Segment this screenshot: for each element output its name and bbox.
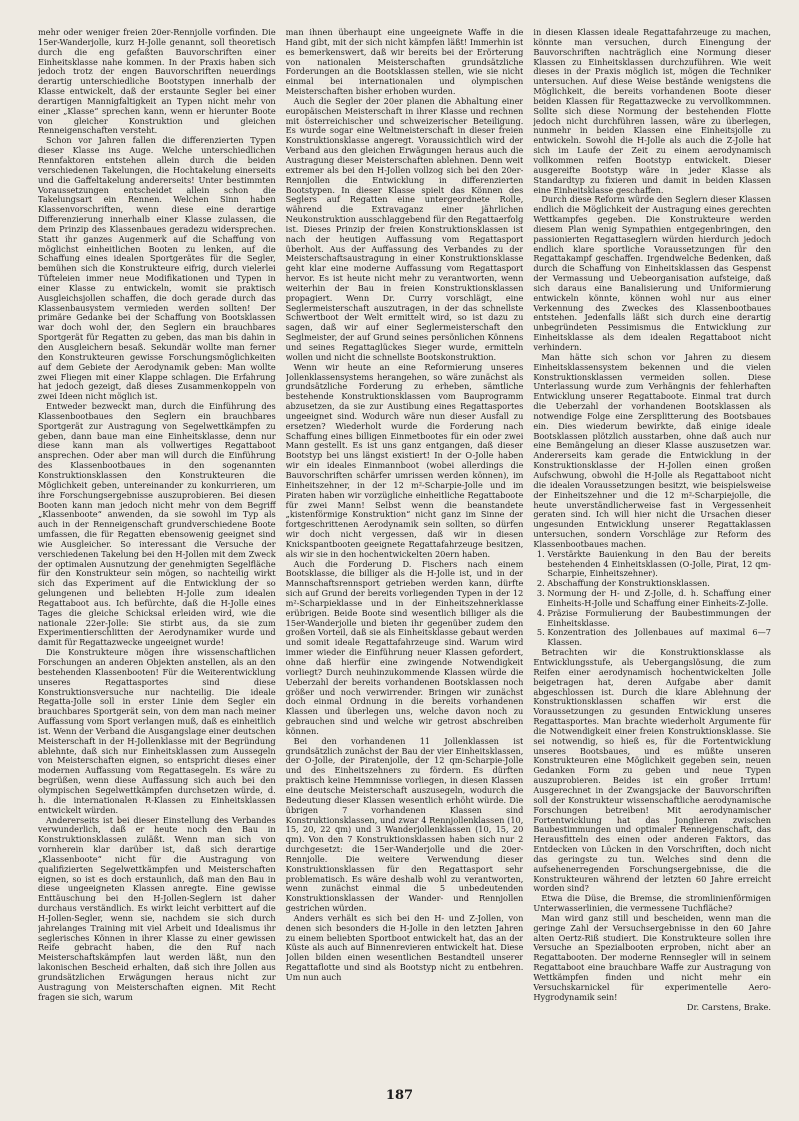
paragraph: Anders verhält es sich bei den H- und Z-Jollen, von denen sich besonders die H-Jolle in den letzten Jahren zu einem beliebten Sportboot entwickelt hat, das an der Küste als auch auf Binnenrevieren entwickelt hat. Diese Jollen bilden einen wesentlichen Bestandteil unserer Regattaflotte und sind als Bootstyp nicht zu entbehren. Um nun auch (285, 912, 524, 982)
paragraph: Die Konstrukteure mögen ihre wissenschaftlichen Forschungen an anderen Objekten anstellen, als an den bestehenden Klassenbooten! Für die Weiterentwicklung unseres Regattasportes sind diese Konstruktionsversuche nur nachteilig. Die ideale Regatta-Jolle soll in erster Linie dem Segler ein brauchbares Sportgerät sein, von dem man nach meiner Auffassung vom Sport verlangen muß, daß es einheitlich ist. Wenn der Verband die Ausgangslage einer deutschen Meisterschaft in der H-Jollenklasse mit der Begründung ablehnte, daß sich nur Einheitsklassen zum Aussegeln von Meisterschaften eignen, so entspricht dieses einer modernen Auffassung vom Regattasegeln. Es wäre zu begrüßen, wenn diese Auffassung sich auch bei den olympischen Segelwettkämpfen durchsetzen würde, d. h. die internationalen R-Klassen zu Einheitsklassen entwickelt würden. (38, 647, 276, 815)
paragraph: Man wird ganz still und bescheiden, wenn man die geringe Zahl der Versuchsergebnisse in den 60 Jahre alten Oertz-Riß studiert. Die Konstrukteure sollen ihre Versuche an Spezialbooten erproben, nicht aber an Regattabooten. Der moderne Rennsegler will in seinem Regattaboot eine brauchbare Waffe zur Austragung von Wettkämpfen finden und nicht mehr ein Versuchskarnickel für experimentelle Aero-Hygrodynamik sein! (533, 912, 772, 1002)
paragraph: Man hätte sich schon vor Jahren zu diesem Einheitsklassensystem bekennen und die vielen Konstruktionsklassen vermeiden sollen. Diese Unterlassung wurde zum Verhängnis der fehlerhaften Entwicklung unserer Regattaboote. Einmal trat durch die Ueberzahl der vorhandenen Bootsklassen als notwendige Folge eine Zersplitterung des Bootsbaues ein. Dies wiederum bewirkte, daß einige ideale Bootsklassen plötzlich ausstarben, ohne daß auch nur eine Bemängelung an dieser Klasse auszusetzen war. Andererseits kam gerade die Entwicklung in der Konstruktionsklasse der H-Jollen einen großen Aufschwung, obwohl die H-Jolle als Regattaboot nicht die idealen Voraussetzungen besitzt, wie beispielsweise der Einheitszehner und die 12 m²-Scharpiejolle, die heute unverständlicherweise fast in Vergessenheit geraten sind. Ich will hier nicht die Ursachen dieser ungesunden Entwicklung unserer Regattaklassen untersuchen, sondern Vorschläge zur Reform des Klassenbootbaues machen. (533, 351, 772, 549)
list-item: 2. Abschaffung der Konstruktionsklassen. (547, 579, 771, 589)
paragraph: in diesen Klassen ideale Regattafahrzeuge zu machen, könnte man versuchen, durch Einengung der Bauvorschriften nachträglich eine Normung dieser Klassen zu Einheitsklassen durchzuführen. Wie weit dieses in der Praxis möglich ist, mögen die Techniker untersuchen. Auf diese Weise bestände wenigstens die Möglichkeit, die bereits vorhandenen Boote dieser beiden Klassen für Regattazwecke zu vervollkommnen. Sollte sich diese Normung der bestehenden Flotte jedoch nicht durchführen lassen, wäre zu überlegen, nunmehr in beiden Klassen eine Einheitsjolle zu entwickeln. Sowohl die H-Jolle als auch die Z-Jolle hat sich im Laufe der Zeit zu einem aerodynamisch vollkommen reifen Bootstyp entwickelt. Dieser ausgereifte Bootstyp wäre in jeder Klasse als Standardtyp zu fixieren und damit in beiden Klassen eine Einheitsklasse geschaffen. (533, 28, 772, 195)
right-column-conclusion (533, 648, 771, 1002)
list-item: 4. Präzise Formulierung der Baubestimmungen der Einheitsklasse. (547, 609, 771, 629)
text-columns (38, 28, 771, 1076)
page-number: 187 (385, 1088, 414, 1103)
author-signature: Dr. Carstens, Brake. (686, 1001, 772, 1012)
paragraph: Entweder bezweckt man, durch die Einführung des Klassenbootbaues den Seglern ein brauchbares Sportgerät zur Austragung von Segelwettkämpfen zu geben, dann baue man eine Einheitsklasse, denn nur diese kann man als vollwertiges Regattaboot ansprechen. Oder aber man will durch die Einführung des Klassenbootbaues in den sogenannten Konstruktionsklassen den Konstrukteuren die Möglichkeit geben, untereinander zu konkurrieren, um ihre Forschungsergebnisse auszuprobieren. Bei diesen Booten kann man jedoch nicht mehr von dem Begriff „Klassenboote“ anwenden, da sie sowohl im Typ als auch in der Renneigenschaft grundverschiedene Boote umfassen, die für Regatten ebensowenig geeignet sind wie Ausgleicher. So interessant die Versuche der verschiedenen Takelung bei den H-Jollen mit dem Zweck der optimalen Ausnutzung der genehmigten Segelfläche für den Konstrukteur sein mögen, so nachteilig wirkt sich das Experiment auf die Entwicklung der so gelungenen und beliebten H-Jolle zum idealen Regattaboot aus. Ich befürchte, daß die H-Jolle eines Tages die gleiche Schicksal erleiden wird, wie die nationale 22er-Jolle: Sie stirbt aus, da sie zum Experimentierschlitten der Aerodynamiker wurde und damit für Regattazwecke ungeeignet wurde! (38, 401, 276, 648)
column-right (533, 28, 771, 1076)
list-item: 1. Verstärkte Bauienkung in den Bau der bereits bestehenden 4 Einheitsklassen (O-Jolle, Pirat, 12 qm-Scharpie, Einheitszehner). (547, 550, 771, 580)
paragraph: Schon vor Jahren fallen die differenzierten Typen dieser Klasse ins Auge. Welche unterschiedlichen Rennfaktoren entstehen allein durch die beiden verschiedenen Takelungen, die Hochtakelung einerseits und die Gaffeltakelung andererseits! Unter bestimmten Voraussetzungen entscheidet allein schon die Takelungsart ein Rennen. Welchen Sinn haben Klassenvorschriften, wenn diese eine derartige Differenzierung innerhalb einer Klasse zulassen, die dem Prinzip des Klassenbaues geradezu widersprechen. Statt ihr ganzes Augenmerk auf die Schaffung von möglichst einheitlichen Booten zu lenken, auf die Schaffung eines idealen Sportgerätes für die Segler, bemühen sich die Konstrukteure eifrig, durch vielerlei Tüfteleien immer neue Modifikationen und Typen in einer Klasse zu entwickeln, womit sie praktisch Ausgleichsjollen schaffen, die doch gerade durch das Klassenbausystem vermieden werden sollten! Der primäre Gedanke bei der Schaffung von Bootsklassen war doch wohl der, den Seglern ein brauchbares Sportgerät für Regatten zu geben, das man bis dahin in den Ausgleichern besaß. Sekundär wollte man ferner den Konstrukteuren gewisse Forschungsmöglichkeiten auf dem Gebiete der Aerodynamik geben: Man wollte zwei Fliegen mit einer Klappe schlagen. Die Erfahrung hat jedoch gezeigt, daß dieses Zusammenkoppeln von zwei Ideen nicht möglich ist. (38, 135, 276, 402)
paragraph: Bei den vorhandenen 11 Jollenklassen ist grundsätzlich zunächst der Bau der vier Einheitsklassen, der O-Jolle, der Piratenjolle, der 12 qm-Scharpie-Jolle und des Einheitszehners zu fördern. Es dürften praktisch keine Hemmnisse vorliegen, in diesen Klassen eine deutsche Meisterschaft auszusegeln, wodurch die Bedeutung dieser Klassen wesentlich erhöht würde. Die übrigen 7 vorhandenen Klassen sind Konstruktionsklassen, und zwar 4 Rennjollenklassen (10, 15, 20, 22 qm) und 3 Wanderjollenklassen (10, 15, 20 qm). Von den 7 Konstruktionsklassen haben sich nur 2 durchgesetzt: die 15er-Wanderjolle und die 20er-Rennjolle. Die weitere Verwendung dieser Konstruktionsklassen für den Regattasport sehr problematisch. Es wäre deshalb wohl zu verantworten, wenn zunächst einmal die 5 unbedeutenden Konstruktionsklassen der Wander- und Rennjollen gestrichen würden. (285, 735, 524, 914)
reform-proposals-list (533, 550, 771, 648)
paragraph: Etwa die Düse, die Bremse, die stromlinienförmigen Unterwasserlinien, die vermessene Tuchfläche? (533, 893, 772, 914)
list-item: 5. Konzentration des Jollenbaues auf maximal 6—7 Klassen. (547, 628, 771, 648)
right-column-intro (533, 28, 771, 550)
paragraph: Wenn wir heute an eine Reformierung unseres Jollenklassensystems herangehen, so wäre zunächst als grundsätzliche Forderung zu erheben, sämtliche bestehende Konstruktionsklassen vom Bauprogramm abzusetzen, da sie zur Austibung eines Regattasportes ungeeignet sind. Wodurch wäre nun dieser Ausfall zu ersetzen? Wiederholt wurde die Forderung nach Schaffung eines billigen Einmetbootes für ein oder zwei Mann gestellt. Es ist uns ganz entgangen, daß dieser Bootstyp bei uns längst existiert! In der O-Jolle haben wir ein ideales Einmannboot (wobei allerdings die Bauvorschriften schärfer umrissen werden können), im Einheitszehner, in der 12 m²-Scharpie-Jolle und im Piraten haben wir vorzügliche einheitliche Regattaboote für zwei Mann! Selbst wenn die beanstandete „kistenförmige Konstruktion“ nicht ganz im Sinne der fortgeschrittenen Aerodynamik sein sollten, so dürfen wir doch nicht vergessen, daß wir in diesen Knickspantbooten geeignete Regattafahrzeuge besitzen, als wir sie in den hochentwickelten 20ern haben. (285, 361, 524, 559)
paragraph: man ihnen überhaupt eine ungeeignete Waffe in die Hand gibt, mit der sich nicht kämpfen läßt! Immerhin ist es bemerkenswert, daß wir bereits bei der Erörterung von nationalen Meisterschaften grundsätzliche Forderungen an die Bootsklassen stellen, wie sie nicht einmal bei internationalen und olympischen Meisterschaften bisher erhoben wurden. (285, 28, 524, 97)
paragraph: mehr oder weniger freien 20er-Rennjolle vorfinden. Die 15er-Wanderjolle, kurz H-Jolle genannt, soll theoretisch durch die eng gefaßten Bauvorschriften einer Einheitsklasse nahe kommen. In der Praxis haben sich jedoch trotz der engen Bauvorschriften neuerdings derartig unterschiedliche Bootstypen innerhalb der Klasse entwickelt, daß der erstaunte Segler bei einer derartigen Mannigfaltigkeit an Typen nicht mehr von einer „Klasse“ sprechen kann, wenn er hierunter Boote von gleicher Konstruktion und gleichen Renneigenschaften versteht. (38, 28, 276, 136)
paragraph: Durch diese Reform würde den Seglern dieser Klassen endlich die Möglichkeit der Austragung eines gerechten Wettkampfes gegeben. Die Konstrukteure werden diesem Plan wenig Sympathien entgegenbringen, den passionierten Regattaseglern würden hierdurch jedoch endlich klare sportliche Voraussetzungen für den Regattakampf geschaffen. Irgendwelche Bedenken, daß durch die Schaffung von Einheitsklassen das Gespenst der Vermassung und Uebeorganisation aufsteige, daß sich daraus eine Banalisierung und Uniformierung entwickeln könnte, können wohl nur aus einer Verkennung des Zweckes des Klassenbootbaues entstehen. Jedenfalls läßt sich durch eine derartig unbegründeten Pessimismus die Entwicklung zur Einheitsklasse als dem idealen Regattaboot nicht verhindern. (533, 194, 772, 352)
paragraph: Andererseits ist bei dieser Einstellung des Verbandes verwunderlich, daß er heute noch den Bau in Konstruktionsklassen zuläßt. Wenn man sich von vornherein klar darüber ist, daß sich derartige „Klassenboote“ nicht für die Austragung von qualifizierten Segelwettkämpfen und Meisterschaften eignen, so ist es doch erstaunlich, daß man den Bau in diese ungeeigneten Klassen anregte. Eine gewisse Enttäuschung bei den H-Jollen-Seglern ist daher durchaus verständlich. Es wirkt leicht verbittert auf die H-Jollen-Segler, wenn sie, nachdem sie sich durch jahrelanges Training mit viel Arbeit und Idealismus ihr seglerisches Können in ihrer Klasse zu einer gewissen Reife gebracht haben, die den Ruf nach Meisterschaftskämpfen laut werden läßt, nun den lakonischen Bescheid erhalten, daß sich ihre Jollen aus grundsätzlichen Erwägungen heraus nicht zur Austragung von Meisterschaften eignen. Mit Recht fragen sie sich, warum (38, 814, 276, 1002)
paragraph: Auch die Forderung D. Fischers nach einem Bootsklasse, die billiger als die H-Jolle ist, und in der Mannschaftsrennsport getrieben werden kann, dürfte sich auf Grund der bereits vorliegenden Typen in der 12 m²-Scharpieklasse und in der Einheitszehnerklasse erübrigen. Beide Boote sind wesentlich billiger als die 15er-Wanderjolle und bieten ihr gegenüber zudem den großen Vorteil, daß sie als Einheitsklasse gebaut werden und somit ideale Regattafahrzeuge sind. Warum wird immer wieder die Einführung neuer Klassen gefordert, ohne daß hierfür eine zwingende Notwendigkeit vorliegt? Durch neuhinzukommende Klassen würde die Ueberzahl der bereits vorhandenen Bootsklassen noch größer und noch verwirrender. Bringen wir zunächst doch einmal Ordnung in die bereits vorhandenen Klassen und überlegen uns, welche davon noch zu gebrauchen sind und welche wir getrost abschreiben können. (285, 558, 524, 736)
column-middle (286, 28, 524, 1076)
list-item: 3. Normung der H- und Z-Jolle, d. h. Schaffung einer Einheits-H-Jolle und Schaffung einer Einheits-Z-Jolle. (547, 589, 771, 609)
column-left (38, 28, 276, 1076)
paragraph: Betrachten wir die Konstruktionsklasse als Entwicklungsstufe, als Uebergangslösung, die zum Reifen einer aerodynamisch hochentwickelten Jolle beigetragen hat, deren Aufgabe aber damit abgeschlossen ist. Durch die klare Ablehnung der Konstruktionsklassen schaffen wir erst die Voraussetzungen zu gesunden Entwicklung unseres Regattasportes. Man brachte wiederholt Argumente für die Notwendigkeit einer freien Konstruktionsklasse. Sie sei notwendig, so hieß es, für die Fortentwicklung unseres Bootsbaues, und es müßte unseren Konstrukteuren eine Möglichkeit gegeben sein, neuen Gedanken Form zu geben und neue Typen auszuprobieren. Beides ist ein großer Irrtum! Ausgerechnet in der Zwangsjacke der Bauvorschriften soll der Konstrukteur wissenschaftliche aerodynamische Forschungen betreiben! Mit aerodynamischer Fortentwicklung hat das Jonglieren zwischen Baubestimmungen und optimaler Renneigenschaft, das Herausfitteln des einen oder anderen Faktors, das Entdecken von Lücken in den Vorschriften, doch nicht das geringste zu tun. Welches sind denn die aufsehenerregenden Forschungsergebnisse, die die Konstrukteuren während der letzten 60 Jahre erreicht worden sind? (533, 647, 772, 894)
paragraph: Auch die Segler der 20er planen die Abhaltung einer europäischen Meisterschaft in ihrer Klasse und rechnen mit österreichischer und schweizerischer Beteiligung. Es wurde sogar eine Weltmeisterschaft in dieser freien Konstruktionsklasse angeregt. Voraussichtlich wird der Verband aus den gleichen Erwägungen heraus auch die Austragung dieser Meisterschaften ablehnen. Denn weit extremer als bei den H-Jollen vollzog sich bei den 20er-Rennjollen die Entwicklung in differenzierten Bootstypen. In dieser Klasse spielt das Können des Seglers auf Regatten eine untergeordnete Rolle, während die Extravaganz einer jährlichen Neukonstruktion ausschlaggebend für den Regattaerfolg ist. Dieses Prinzip der freien Konstruktionsklassen ist nach der heutigen Auffassung vom Regattasport überholt. Aus der Auffassung des Verbandes zu der Meisterschaftsaustragung in einer Konstruktionsklasse geht klar eine moderne Auffassung vom Regattasport hervor. Es ist heute nicht mehr zu verantworten, wenn weiterhin der Bau in freien Konstruktionsklassen propagiert. Wenn Dr. Curry vorschlägt, eine Seglermeisterschaft auszutragen, in der das schnellste Schwertboot der Welt ermittelt wird, so ist dazu zu sagen, daß wir auf einer Seglermeisterschaft den Seglmeister, der auf Grund seines persönlichen Könnens und seines Regattaglückes Sieger wurde, ermitteln wollen und nicht die schnellste Bootskonstruktion. (285, 95, 524, 362)
